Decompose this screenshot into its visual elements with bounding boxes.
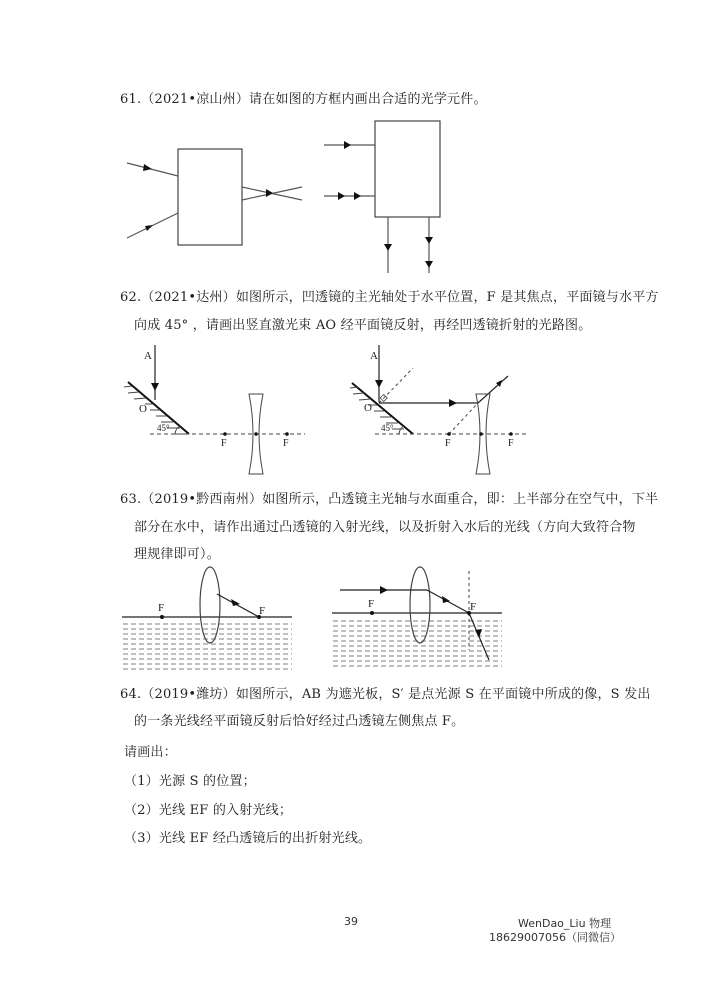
arrow-icon (449, 399, 457, 407)
question-text: 如图所示，凹透镜的主光轴处于水平位置，F 是其焦点，平面镜与水平方 (235, 290, 659, 305)
label-f: F (259, 605, 266, 617)
incident-ray (127, 163, 178, 176)
arrow-icon (380, 586, 388, 594)
figure-63-left (122, 567, 292, 669)
question-64-prompt: 请画出： (124, 745, 177, 760)
refracted-ray (478, 376, 508, 403)
label-angle: 45° (157, 423, 170, 433)
arrow-icon (475, 629, 482, 638)
question-64-item-3: （3）光线 EF 经凸透镜后的出折射光线。 (124, 831, 372, 846)
label-o: O (139, 403, 147, 415)
arrow-icon (231, 599, 240, 606)
question-62-line-2: 向成 45° ，请画出竖直激光束 AO 经平面镜反射，再经凹透镜折射的光路图。 (134, 318, 592, 333)
label-f: F (368, 598, 375, 610)
arrow-icon (425, 237, 433, 244)
question-62-line-1 (120, 290, 659, 306)
arrow-icon (151, 383, 159, 391)
optical-box (178, 149, 242, 245)
optical-box (375, 121, 440, 217)
label-f: F (221, 438, 227, 449)
question-64-item-2: （2）光线 EF 的入射光线； (124, 803, 293, 818)
extension-line (449, 403, 478, 434)
question-number: 64. (120, 687, 142, 702)
question-source: （2021•凉山州） (141, 92, 250, 107)
question-63-line-3: 理规律即可）。 (134, 547, 220, 562)
question-number: 61. (120, 92, 142, 107)
question-number: 62. (120, 290, 142, 305)
label-angle: 45° (381, 423, 394, 433)
arrow-icon (338, 192, 345, 200)
footer-contact: 18629007056（同微信） (489, 931, 621, 944)
question-63-line-1 (120, 492, 658, 508)
label-f: F (445, 438, 451, 449)
question-63-line-2: 部分在水中，请作出通过凸透镜的入射光线，以及折射入水后的光线（方向大致符合物 (134, 520, 636, 535)
page-number: 39 (344, 915, 358, 928)
convex-lens (410, 567, 430, 643)
refracted-ray (217, 594, 259, 617)
label-f: F (158, 602, 165, 614)
question-number: 63. (120, 492, 142, 507)
question-text: 请在如图的方框内画出合适的光学元件。 (249, 92, 487, 107)
question-source: （2019•潍坊） (141, 687, 236, 702)
label-a: A (144, 350, 152, 362)
question-text: 如图所示，AB 为遮光板，S′ 是点光源 S 在平面镜中所成的像，S 发出 (235, 687, 651, 702)
question-source: （2019•黔西南州） (141, 492, 263, 507)
question-64-line-2: 的一条光线经平面镜反射后恰好经过凸透镜左侧焦点 F。 (134, 714, 465, 729)
question-64-item-1: （1）光源 S 的位置； (124, 774, 256, 789)
arrow-icon (266, 189, 273, 197)
normal-line (379, 368, 413, 403)
label-f: F (470, 601, 477, 613)
arrow-icon (375, 380, 383, 388)
arrow-icon (143, 164, 152, 171)
question-text: 如图所示，凸透镜主光轴与水面重合，即：上半部分在空气中，下半 (262, 492, 659, 507)
footer-author: WenDao_Liu 物理 (518, 917, 612, 930)
arrow-icon (384, 244, 392, 251)
question-source: （2021•达州） (141, 290, 236, 305)
figure-62-right (350, 345, 528, 474)
convex-lens (200, 567, 220, 643)
arrow-icon (344, 141, 351, 149)
arrow-icon (425, 261, 433, 268)
arrow-icon (145, 225, 153, 231)
arrow-icon (354, 192, 361, 200)
label-a: A (370, 350, 378, 362)
label-f: F (508, 438, 514, 449)
figure-63-right (332, 567, 502, 666)
figure-62-left (124, 345, 305, 474)
label-o: O (364, 402, 372, 414)
label-f: F (283, 438, 289, 449)
question-64-line-1 (120, 687, 651, 703)
